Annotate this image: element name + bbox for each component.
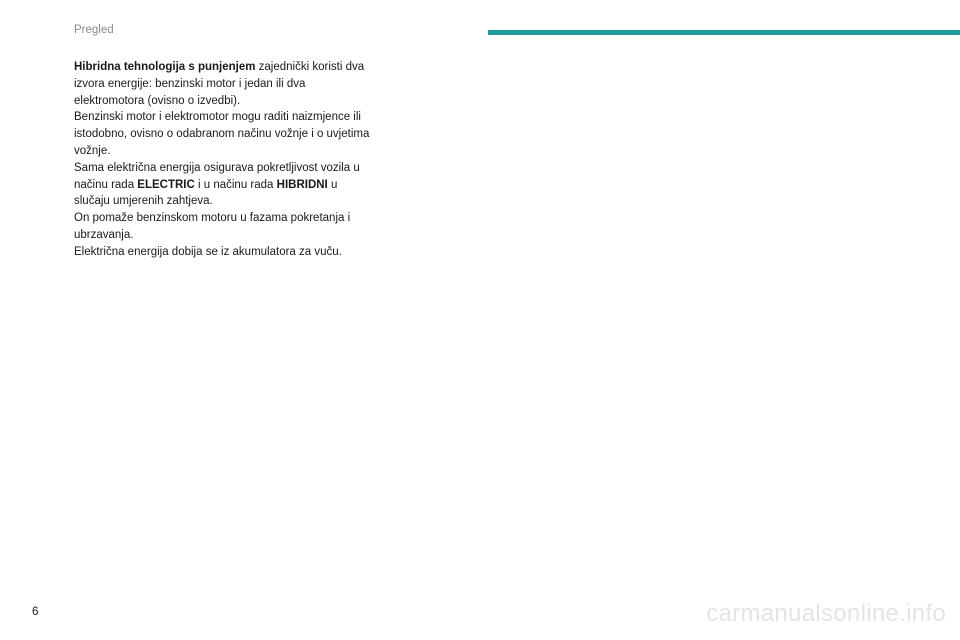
mode-hibridni: HIBRIDNI xyxy=(276,178,328,191)
bold-term-hybrid: Hibridna tehnologija s punjenjem xyxy=(74,61,256,73)
paragraph-operation: Benzinski motor i elektromotor mogu raditi naizmjence ili istodobno, ovisno o odabranom načinu vožnje i o uvjetima vožnje. xyxy=(74,111,370,157)
paragraph-assist: On pomaže benzinskom motoru u fazama pokretanja i ubrzavanja. xyxy=(74,212,351,241)
page-number: 6 xyxy=(32,606,39,618)
body-text xyxy=(74,59,374,261)
section-title: Pregled xyxy=(74,24,114,36)
modes-text-b: i u načinu rada xyxy=(194,178,277,191)
intro-text: zajednički koristi dva izvora energije: benzinski motor i jedan ili dva elektromotora (ovisno o izvedbi). xyxy=(74,61,365,107)
paragraph-intro xyxy=(74,59,374,109)
paragraph-battery: Električna energija dobija se iz akumulatora za vuču. xyxy=(74,245,342,258)
watermark: carmanualsonline.info xyxy=(706,600,946,627)
paragraph-modes xyxy=(74,160,374,210)
modes-text-a: Sama električna energija osigurava pokretljivost vozila u načinu rada xyxy=(74,161,360,191)
header-accent-bar xyxy=(488,30,960,35)
modes-text-c: u slučaju umjerenih zahtjeva. xyxy=(74,178,338,208)
mode-electric: ELECTRIC xyxy=(137,178,195,191)
